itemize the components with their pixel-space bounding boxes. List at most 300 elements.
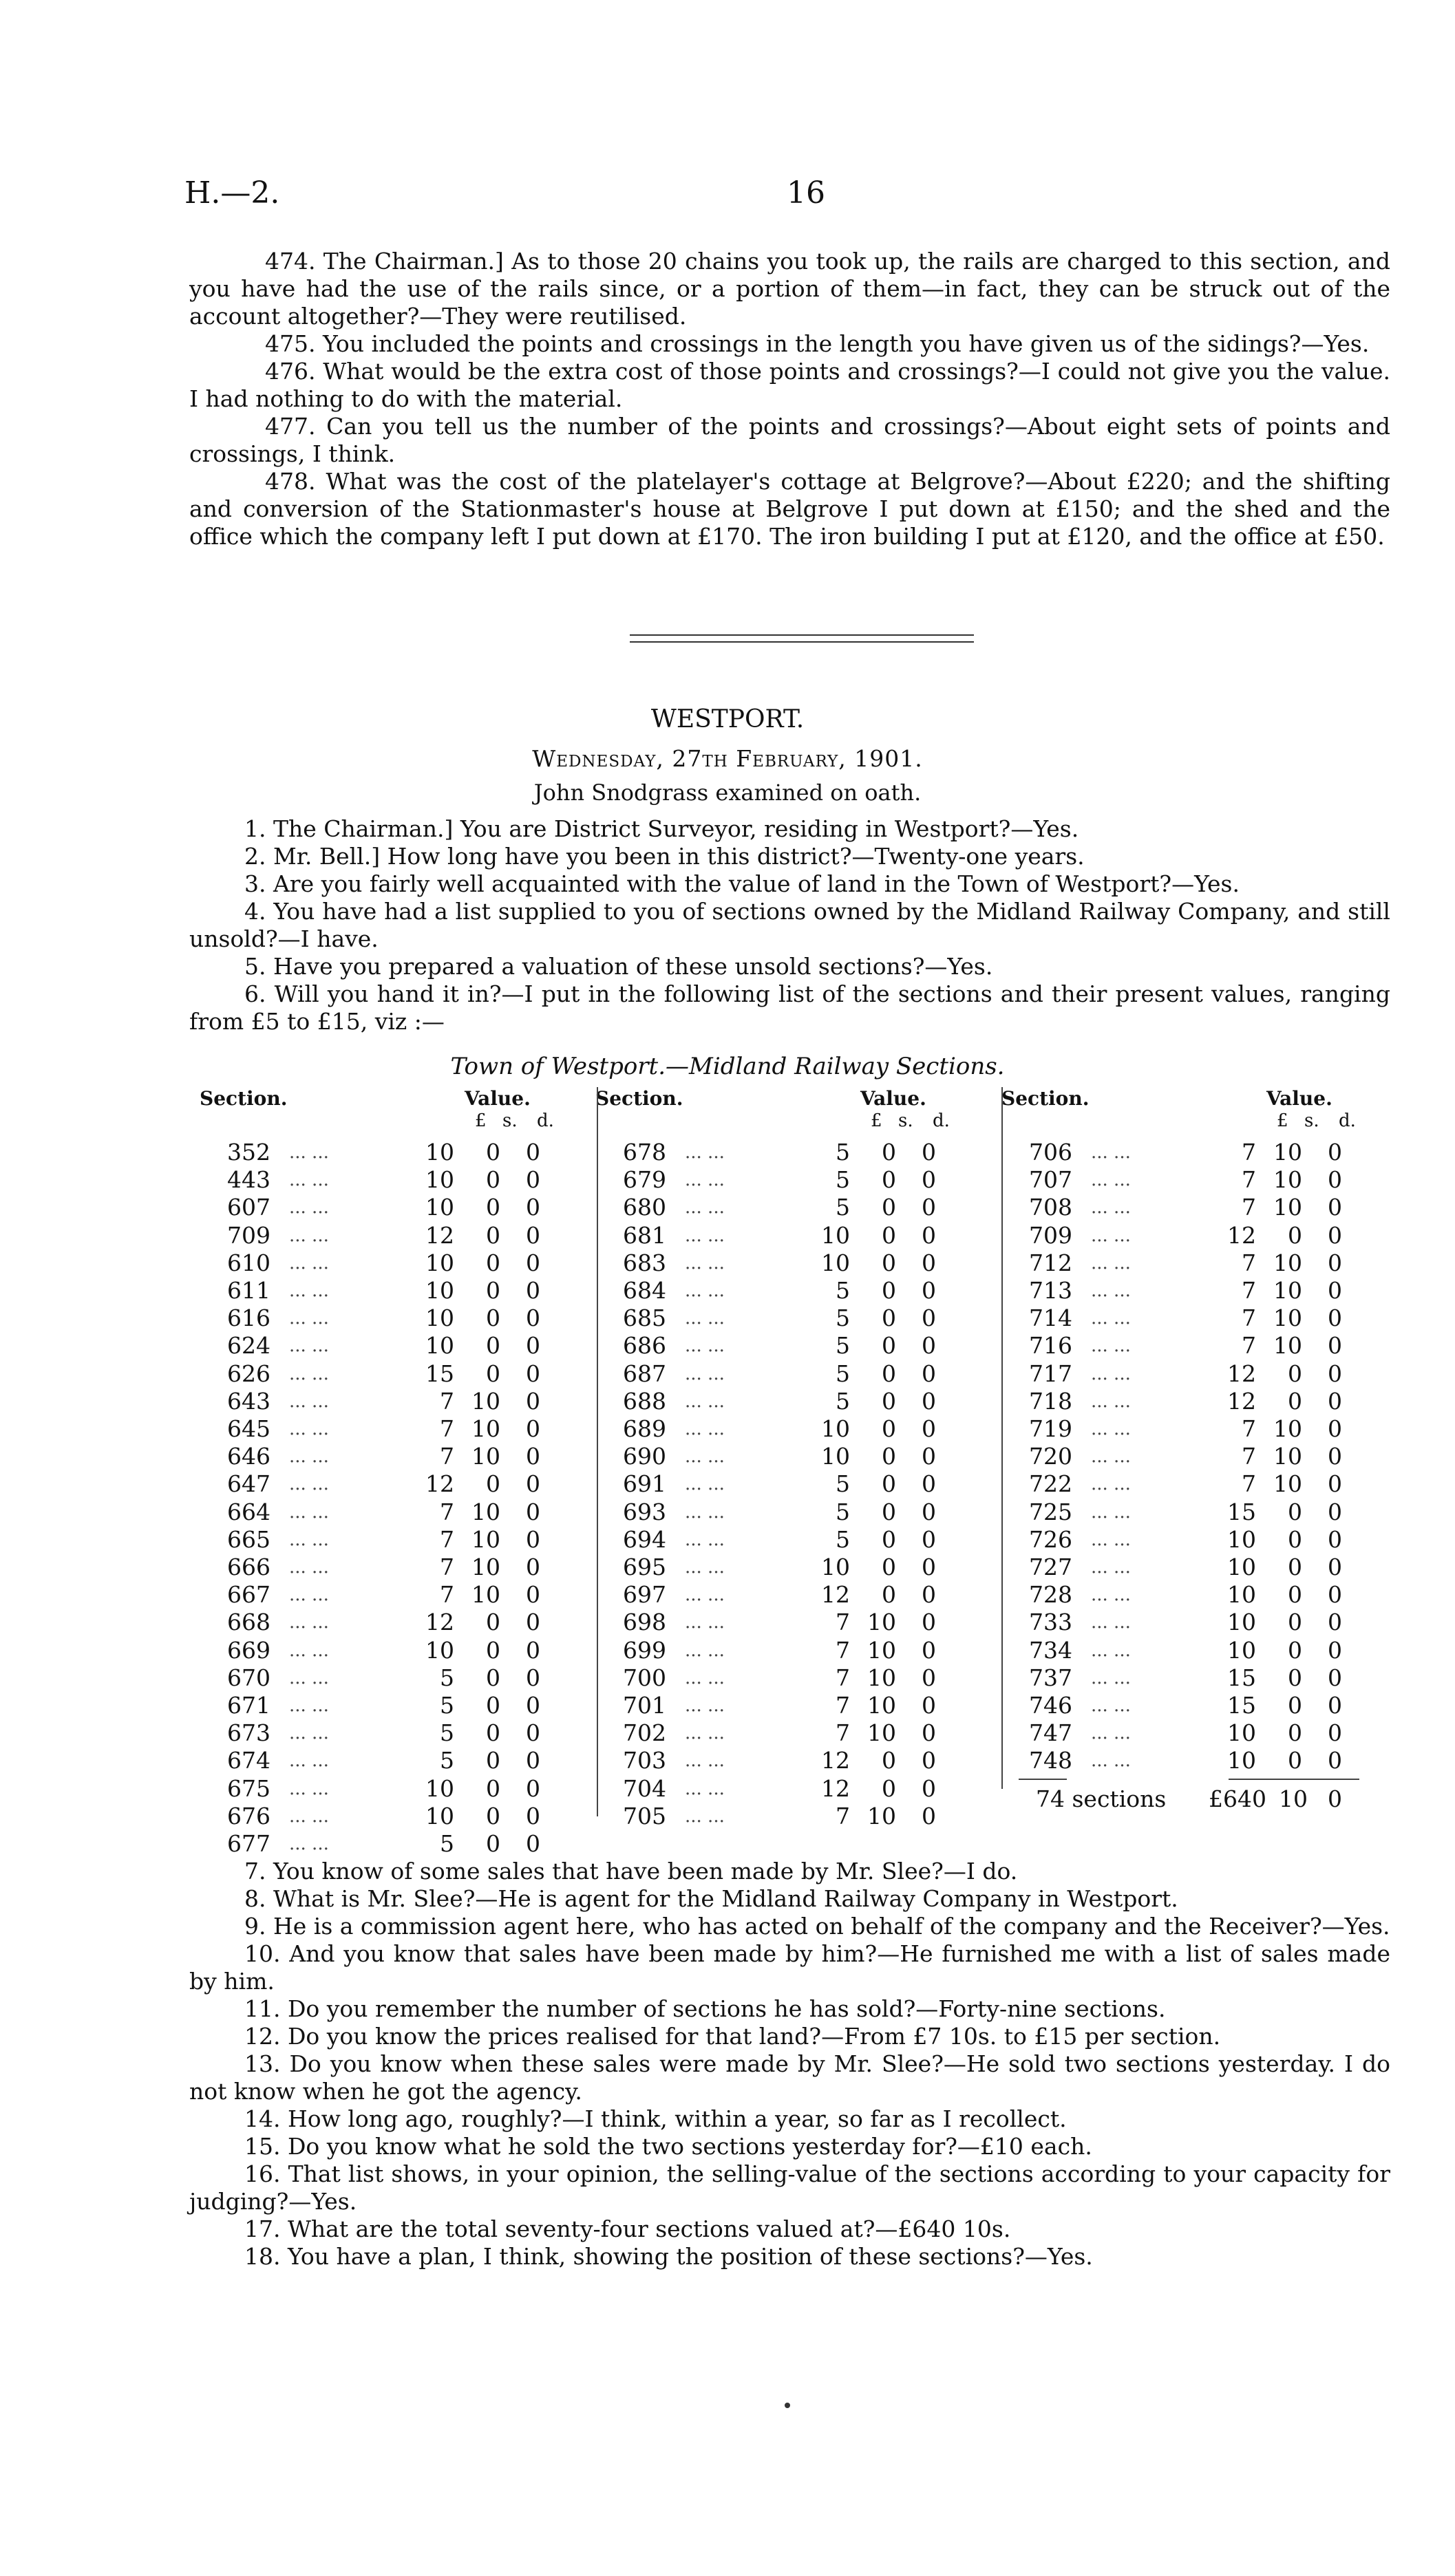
section-number: 670 <box>227 1664 270 1691</box>
value-pence: 0 <box>526 1692 540 1719</box>
section-number: 676 <box>227 1802 270 1829</box>
table-row <box>1005 1388 1377 1415</box>
value-pounds: 5 <box>836 1166 850 1194</box>
leader-dots: ... ... <box>685 1280 725 1301</box>
leader-dots: ... ... <box>1091 1501 1131 1523</box>
value-pounds: 10 <box>1227 1747 1256 1774</box>
value-shillings: 0 <box>486 1747 500 1774</box>
value-shillings: 0 <box>486 1664 500 1691</box>
leader-dots: ... ... <box>289 1446 329 1468</box>
value-shillings: 0 <box>1288 1360 1302 1387</box>
table-row <box>1005 1581 1377 1609</box>
total-row <box>1005 1785 1377 1813</box>
section-number: 709 <box>1029 1221 1072 1249</box>
leader-dots: ... ... <box>685 1170 725 1191</box>
value-shillings: 0 <box>1288 1719 1302 1747</box>
value-shillings: 0 <box>486 1360 500 1387</box>
value-pounds: 15 <box>425 1360 454 1387</box>
table-row <box>599 1360 970 1388</box>
leader-dots: ... ... <box>685 1391 725 1412</box>
value-pounds: 5 <box>440 1692 454 1719</box>
value-pence: 0 <box>526 1747 540 1774</box>
section-number: 443 <box>227 1166 270 1194</box>
value-pence: 0 <box>526 1194 540 1221</box>
section-number: 687 <box>623 1360 666 1387</box>
section-number: 707 <box>1029 1166 1072 1194</box>
value-shillings: 0 <box>1288 1747 1302 1774</box>
table-row <box>1005 1747 1377 1774</box>
section-number: 734 <box>1029 1636 1072 1664</box>
value-pounds: 7 <box>1242 1166 1256 1194</box>
value-pounds: 10 <box>425 1194 454 1221</box>
value-shillings: 0 <box>486 1277 500 1304</box>
value-shillings: 0 <box>882 1194 896 1221</box>
value-pounds: 5 <box>836 1498 850 1525</box>
leader-dots: ... ... <box>685 1667 725 1688</box>
table-row <box>203 1803 575 1830</box>
table-row <box>599 1470 970 1498</box>
section-number: 748 <box>1029 1747 1072 1774</box>
questions-second <box>189 1858 1390 2271</box>
section-number: 703 <box>623 1747 666 1774</box>
value-pence: 0 <box>1328 1221 1342 1249</box>
value-pence: 0 <box>922 1249 936 1276</box>
leader-dots: ... ... <box>289 1474 329 1495</box>
value-pounds: 10 <box>1227 1719 1256 1747</box>
section-number: 718 <box>1029 1387 1072 1415</box>
section-number: 686 <box>623 1332 666 1360</box>
table-row <box>599 1499 970 1526</box>
table-row <box>599 1554 970 1581</box>
leader-dots: ... ... <box>1091 1585 1131 1606</box>
table-row <box>203 1305 575 1332</box>
leader-dots: ... ... <box>1091 1640 1131 1661</box>
section-number: 727 <box>1029 1554 1072 1580</box>
leader-dots: ... ... <box>289 1750 329 1772</box>
section-number: 704 <box>623 1774 666 1802</box>
value-shillings: 0 <box>486 1719 500 1747</box>
section-number: 677 <box>227 1830 270 1857</box>
table-row <box>599 1222 970 1249</box>
question: 8. What is Mr. Slee?—He is agent for the Midland Railway Company in Westport. <box>244 1885 1178 1912</box>
table-row <box>203 1664 575 1692</box>
section-number: 725 <box>1029 1498 1072 1525</box>
value-pence: 0 <box>1328 1443 1342 1470</box>
value-pounds: 15 <box>1227 1692 1256 1719</box>
value-shillings: 0 <box>486 1470 500 1498</box>
total-rule <box>1229 1779 1359 1780</box>
table-row <box>1005 1277 1377 1305</box>
value-pence: 0 <box>526 1139 540 1166</box>
section-number: 691 <box>623 1470 666 1498</box>
value-pounds: 5 <box>836 1525 850 1553</box>
question: 5. Have you prepared a valuation of these unsold sections?—Yes. <box>244 953 993 980</box>
leader-dots: ... ... <box>685 1557 725 1578</box>
leader-dots: ... ... <box>289 1612 329 1633</box>
value-pence: 0 <box>922 1221 936 1249</box>
leader-dots: ... ... <box>1091 1391 1131 1412</box>
value-pounds: 10 <box>821 1554 850 1580</box>
leader-dots: ... ... <box>685 1474 725 1495</box>
leader-dots: ... ... <box>1091 1750 1131 1772</box>
section-number: 716 <box>1029 1332 1072 1360</box>
value-pence: 0 <box>1328 1498 1342 1525</box>
leader-dots: ... ... <box>1091 1142 1131 1163</box>
unit-label: £ <box>475 1110 487 1131</box>
value-pounds: 5 <box>836 1305 850 1332</box>
value-shillings: 0 <box>486 1692 500 1719</box>
value-pounds: 10 <box>425 1636 454 1664</box>
section-number: 352 <box>227 1139 270 1166</box>
table-row <box>599 1692 970 1719</box>
value-shillings: 0 <box>1288 1692 1302 1719</box>
paragraph: 476. What would be the extra cost of those points and crossings?—I could not give you the value. I had nothing to do with the material. <box>189 358 1390 412</box>
table-row <box>203 1719 575 1747</box>
value-shillings: 0 <box>882 1525 896 1553</box>
value-pence: 0 <box>526 1498 540 1525</box>
leader-dots: ... ... <box>289 1778 329 1799</box>
section-number: 708 <box>1029 1194 1072 1221</box>
section-number: 689 <box>623 1415 666 1442</box>
table-row <box>1005 1719 1377 1747</box>
value-pence: 0 <box>922 1525 936 1553</box>
value-pence: 0 <box>526 1830 540 1857</box>
value-pence: 0 <box>1328 1470 1342 1498</box>
table-row <box>599 1277 970 1305</box>
unit-label: s. <box>898 1110 913 1131</box>
section-number: 624 <box>227 1332 270 1360</box>
value-pounds: 10 <box>425 1166 454 1194</box>
value-pence: 0 <box>1328 1692 1342 1719</box>
table-row <box>599 1775 970 1803</box>
value-shillings: 0 <box>1288 1636 1302 1664</box>
value-shillings: 0 <box>486 1332 500 1360</box>
value-pence: 0 <box>526 1332 540 1360</box>
leader-dots: ... ... <box>685 1612 725 1633</box>
value-pence: 0 <box>922 1774 936 1802</box>
value-pounds: 7 <box>440 1554 454 1580</box>
leader-dots: ... ... <box>289 1419 329 1439</box>
value-shillings: 0 <box>1288 1664 1302 1691</box>
table-row <box>1005 1609 1377 1636</box>
value-shillings: 10 <box>1273 1470 1302 1498</box>
value-pence: 0 <box>526 1470 540 1498</box>
value-shillings: 0 <box>882 1443 896 1470</box>
question: 11. Do you remember the number of sections he has sold?—Forty-nine sections. <box>244 1995 1166 2022</box>
unit-label: d. <box>933 1110 950 1131</box>
value-shillings: 0 <box>882 1554 896 1580</box>
paragraph: 478. What was the cost of the platelayer's cottage at Belgrove?—About £220; and the shifting and conversion of the Stationmaster's house at Belgrove I put down at £150; and the shed and the office which the company left I put down at £170. The iron building I put at £120, and the office at £50. <box>189 468 1390 550</box>
value-shillings: 0 <box>486 1139 500 1166</box>
value-shillings: 10 <box>471 1415 500 1442</box>
section-number: 683 <box>623 1249 666 1276</box>
table-row <box>203 1637 575 1664</box>
value-shillings: 10 <box>471 1387 500 1415</box>
table-row <box>1005 1222 1377 1249</box>
table-row <box>203 1499 575 1526</box>
question: 1. The Chairman.] You are District Surveyor, residing in Westport?—Yes. <box>244 815 1079 842</box>
question: 10. And you know that sales have been made by him?—He furnished me with a list of sales made by him. <box>189 1940 1390 1995</box>
table-row <box>1005 1139 1377 1166</box>
table-row <box>599 1194 970 1221</box>
value-shillings: 10 <box>867 1609 896 1636</box>
value-shillings: 0 <box>882 1360 896 1387</box>
value-pence: 0 <box>526 1719 540 1747</box>
table-row <box>203 1415 575 1443</box>
value-pounds: 12 <box>821 1747 850 1774</box>
value-pounds: 7 <box>440 1525 454 1553</box>
total-shillings: 10 <box>1279 1785 1308 1812</box>
value-shillings: 0 <box>486 1305 500 1332</box>
value-pounds: 5 <box>836 1360 850 1387</box>
table-row <box>203 1443 575 1470</box>
leader-dots: ... ... <box>1091 1612 1131 1633</box>
value-shillings: 0 <box>882 1277 896 1304</box>
value-pounds: 7 <box>1242 1277 1256 1304</box>
unit-label: d. <box>537 1110 554 1131</box>
table-row <box>599 1664 970 1692</box>
section-number: 701 <box>623 1692 666 1719</box>
value-shillings: 0 <box>1288 1609 1302 1636</box>
value-shillings: 0 <box>882 1498 896 1525</box>
section-number: 726 <box>1029 1525 1072 1553</box>
value-pence: 0 <box>1328 1415 1342 1442</box>
leader-dots: ... ... <box>289 1170 329 1191</box>
value-pence: 0 <box>922 1305 936 1332</box>
value-pounds: 12 <box>425 1470 454 1498</box>
intro-testimony <box>189 248 1390 550</box>
question: 9. He is a commission agent here, who has acted on behalf of the company and the Receiver?—Yes. <box>244 1913 1390 1940</box>
value-shillings: 0 <box>486 1609 500 1636</box>
leader-dots: ... ... <box>289 1252 329 1274</box>
value-shillings: 0 <box>882 1470 896 1498</box>
value-pence: 0 <box>1328 1387 1342 1415</box>
paragraph: 477. Can you tell us the number of the points and crossings?—About eight sets of points and crossings, I think. <box>189 413 1390 467</box>
value-pence: 0 <box>922 1470 936 1498</box>
value-shillings: 0 <box>882 1139 896 1166</box>
leader-dots: ... ... <box>685 1308 725 1329</box>
value-shillings: 10 <box>867 1636 896 1664</box>
table-row <box>203 1360 575 1388</box>
leader-dots: ... ... <box>685 1363 725 1384</box>
value-pounds: 10 <box>1227 1609 1256 1636</box>
section-number: 685 <box>623 1305 666 1332</box>
leader-dots: ... ... <box>685 1501 725 1523</box>
leader-dots: ... ... <box>685 1142 725 1163</box>
leader-dots: ... ... <box>685 1585 725 1606</box>
table-row <box>1005 1305 1377 1332</box>
table-row <box>203 1249 575 1277</box>
value-shillings: 0 <box>882 1166 896 1194</box>
column-header-value: Value. <box>860 1087 926 1110</box>
section-number: 667 <box>227 1581 270 1609</box>
leader-dots: ... ... <box>1091 1695 1131 1716</box>
value-pounds: 7 <box>1242 1249 1256 1276</box>
section-number: 709 <box>227 1221 270 1249</box>
table-row <box>1005 1526 1377 1554</box>
question: 15. Do you know what he sold the two sections yesterday for?—£10 each. <box>244 2133 1092 2160</box>
table-row <box>599 1332 970 1360</box>
section-number: 688 <box>623 1387 666 1415</box>
value-shillings: 10 <box>867 1692 896 1719</box>
column-header-value: Value. <box>1266 1087 1332 1110</box>
section-number: 665 <box>227 1525 270 1553</box>
leader-dots: ... ... <box>1091 1170 1131 1191</box>
leader-dots: ... ... <box>289 1557 329 1578</box>
value-pence: 0 <box>1328 1332 1342 1360</box>
leader-dots: ... ... <box>685 1197 725 1219</box>
total-rule <box>1019 1779 1067 1780</box>
table-row <box>203 1581 575 1609</box>
table-row <box>599 1637 970 1664</box>
question: 6. Will you hand it in?—I put in the following list of the sections and their present values, ranging from £5 to £15, viz :— <box>189 980 1390 1035</box>
question: 18. You have a plan, I think, showing the position of these sections?—Yes. <box>244 2243 1093 2270</box>
value-pounds: 10 <box>821 1443 850 1470</box>
leader-dots: ... ... <box>1091 1252 1131 1274</box>
value-pence: 0 <box>1328 1554 1342 1580</box>
witness-heading: John Snodgrass examined on oath. <box>533 780 922 806</box>
value-pounds: 10 <box>1227 1525 1256 1553</box>
section-number: 719 <box>1029 1415 1072 1442</box>
page-header <box>184 175 1396 224</box>
column-header-section: Section. <box>1001 1087 1090 1110</box>
leader-dots: ... ... <box>289 1805 329 1827</box>
table-row <box>203 1526 575 1554</box>
value-shillings: 0 <box>486 1249 500 1276</box>
value-pounds: 12 <box>425 1609 454 1636</box>
question: 7. You know of some sales that have been made by Mr. Slee?—I do. <box>244 1858 1018 1885</box>
section-number: 712 <box>1029 1249 1072 1276</box>
value-pence: 0 <box>922 1277 936 1304</box>
leader-dots: ... ... <box>289 1723 329 1744</box>
leader-dots: ... ... <box>289 1585 329 1606</box>
value-pence: 0 <box>922 1636 936 1664</box>
table-row <box>203 1388 575 1415</box>
value-pence: 0 <box>922 1332 936 1360</box>
value-shillings: 10 <box>1273 1332 1302 1360</box>
leader-dots: ... ... <box>685 1446 725 1468</box>
value-pounds: 12 <box>821 1581 850 1609</box>
value-pounds: 10 <box>1227 1636 1256 1664</box>
leader-dots: ... ... <box>685 1695 725 1716</box>
table-row <box>599 1526 970 1554</box>
value-pounds: 7 <box>1242 1332 1256 1360</box>
page-number: 16 <box>787 175 825 211</box>
questions-first <box>189 815 1390 1035</box>
section-number: 671 <box>227 1692 270 1719</box>
table-row <box>599 1305 970 1332</box>
section-number: 698 <box>623 1609 666 1636</box>
table-row <box>599 1803 970 1830</box>
value-pounds: 7 <box>836 1719 850 1747</box>
leader-dots: ... ... <box>685 1805 725 1827</box>
value-shillings: 0 <box>882 1249 896 1276</box>
value-pounds: 7 <box>1242 1194 1256 1221</box>
value-shillings: 10 <box>1273 1166 1302 1194</box>
value-pounds: 7 <box>440 1443 454 1470</box>
value-pounds: 5 <box>836 1139 850 1166</box>
value-pounds: 10 <box>1227 1581 1256 1609</box>
value-pounds: 7 <box>440 1387 454 1415</box>
unit-label: s. <box>1304 1110 1319 1131</box>
table-row <box>203 1139 575 1166</box>
value-shillings: 10 <box>471 1525 500 1553</box>
value-pounds: 5 <box>836 1194 850 1221</box>
section-number: 713 <box>1029 1277 1072 1304</box>
question: 17. What are the total seventy-four sections valued at?—£640 10s. <box>244 2215 1011 2242</box>
value-shillings: 10 <box>471 1443 500 1470</box>
value-pounds: 7 <box>1242 1470 1256 1498</box>
value-shillings: 10 <box>867 1664 896 1691</box>
value-pounds: 10 <box>425 1139 454 1166</box>
leader-dots: ... ... <box>289 1197 329 1219</box>
value-pence: 0 <box>1328 1194 1342 1221</box>
table-row <box>1005 1249 1377 1277</box>
leader-dots: ... ... <box>685 1335 725 1357</box>
leader-dots: ... ... <box>685 1225 725 1246</box>
leader-dots: ... ... <box>289 1529 329 1550</box>
value-shillings: 10 <box>1273 1139 1302 1166</box>
value-pence: 0 <box>1328 1249 1342 1276</box>
leader-dots: ... ... <box>1091 1225 1131 1246</box>
value-pence: 0 <box>922 1443 936 1470</box>
table-row <box>203 1332 575 1360</box>
value-pence: 0 <box>922 1166 936 1194</box>
section-number: 647 <box>227 1470 270 1498</box>
section-number: 678 <box>623 1139 666 1166</box>
leader-dots: ... ... <box>685 1750 725 1772</box>
value-pence: 0 <box>922 1747 936 1774</box>
value-pence: 0 <box>526 1249 540 1276</box>
section-number: 616 <box>227 1305 270 1332</box>
table-row <box>203 1830 575 1858</box>
table-row <box>1005 1166 1377 1194</box>
value-pounds: 10 <box>1227 1554 1256 1580</box>
value-pounds: 10 <box>425 1277 454 1304</box>
value-shillings: 0 <box>882 1747 896 1774</box>
section-number: 690 <box>623 1443 666 1470</box>
value-pence: 0 <box>1328 1664 1342 1691</box>
section-number: 607 <box>227 1194 270 1221</box>
section-number: 720 <box>1029 1443 1072 1470</box>
value-pence: 0 <box>526 1305 540 1332</box>
value-pounds: 7 <box>836 1802 850 1829</box>
table-row <box>599 1388 970 1415</box>
value-shillings: 0 <box>1288 1221 1302 1249</box>
unit-label: d. <box>1339 1110 1356 1131</box>
section-number: 610 <box>227 1249 270 1276</box>
table-row <box>599 1415 970 1443</box>
leader-dots: ... ... <box>685 1252 725 1274</box>
value-shillings: 0 <box>1288 1387 1302 1415</box>
value-pence: 0 <box>526 1554 540 1580</box>
column-header-section: Section. <box>595 1087 683 1110</box>
paragraph: 474. The Chairman.] As to those 20 chains you took up, the rails are charged to this section, and you have had the use of the rails since, or a portion of them—in fact, they can be struck out of the account altogether?—They were reutilised. <box>189 248 1390 330</box>
page-mark <box>785 2403 790 2408</box>
section-number: 746 <box>1029 1692 1072 1719</box>
value-pounds: 7 <box>836 1692 850 1719</box>
table-row <box>203 1554 575 1581</box>
value-pence: 0 <box>922 1581 936 1609</box>
section-number: 693 <box>623 1498 666 1525</box>
value-pence: 0 <box>922 1802 936 1829</box>
table-row <box>203 1194 575 1221</box>
leader-dots: ... ... <box>289 1363 329 1384</box>
section-number: 714 <box>1029 1305 1072 1332</box>
divider-rule <box>630 634 974 636</box>
section-number: 675 <box>227 1774 270 1802</box>
value-pounds: 12 <box>821 1774 850 1802</box>
